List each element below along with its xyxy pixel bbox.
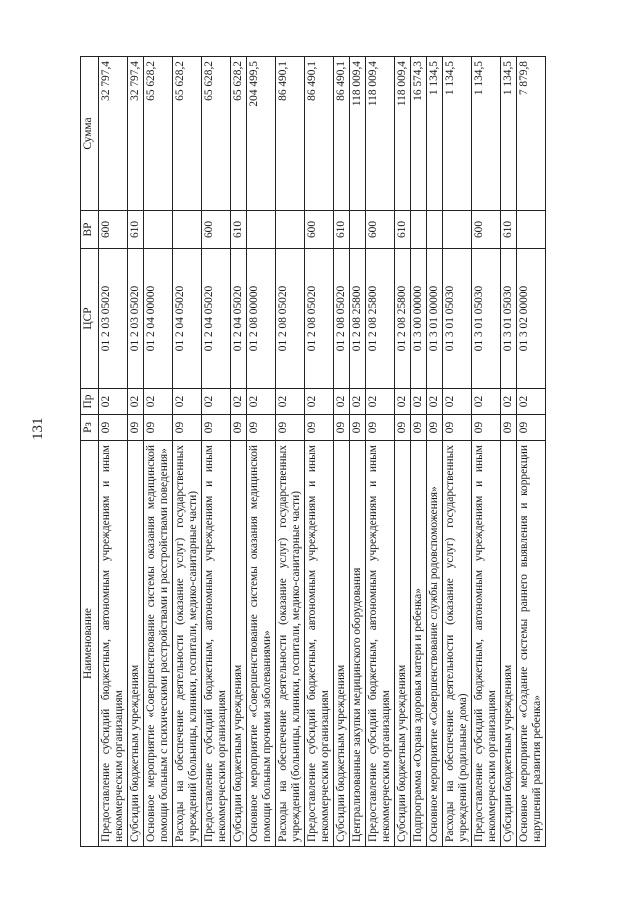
cell-sum: 86 490,1 — [334, 57, 350, 211]
cell-name: Расходы на обеспечение деятельности (оказание услуг) государственных учреждений (родильные дома) — [443, 441, 472, 847]
cell-pr: 02 — [443, 389, 472, 415]
cell-pr: 02 — [144, 389, 173, 415]
cell-rz: 09 — [411, 415, 427, 441]
cell-name: Субсидии бюджетным учреждениям — [128, 441, 144, 847]
cell-name: Предоставление субсидий бюджетным, автономным учреждениям и иным некоммерческим организациям — [305, 441, 334, 847]
cell-csr: 01 3 01 05030 — [472, 249, 501, 389]
table-row — [128, 57, 144, 847]
cell-rz: 09 — [472, 415, 501, 441]
cell-rz: 09 — [395, 415, 411, 441]
cell-pr: 02 — [395, 389, 411, 415]
table-row — [144, 57, 173, 847]
cell-sum: 1 134,5 — [443, 57, 472, 211]
cell-vr: 600 — [472, 211, 501, 249]
cell-vr — [247, 211, 276, 249]
budget-table — [80, 56, 546, 847]
cell-rz: 09 — [128, 415, 144, 441]
cell-csr: 01 2 04 05020 — [202, 249, 231, 389]
cell-name: Основное мероприятие «Совершенствование системы оказания медицинской помощи больным прочими заболеваниями» — [247, 441, 276, 847]
cell-sum: 1 134,5 — [472, 57, 501, 211]
cell-csr: 01 2 08 05020 — [276, 249, 305, 389]
cell-pr: 02 — [128, 389, 144, 415]
cell-csr: 01 3 01 05030 — [443, 249, 472, 389]
table-row — [427, 57, 443, 847]
cell-vr — [144, 211, 173, 249]
cell-sum: 65 628,2 — [202, 57, 231, 211]
cell-pr: 02 — [517, 389, 546, 415]
table-row — [202, 57, 231, 847]
table-row — [366, 57, 395, 847]
cell-name: Централизованные закупки медицинского оборудования — [350, 441, 366, 847]
table-row — [395, 57, 411, 847]
cell-sum: 86 490,1 — [305, 57, 334, 211]
cell-rz: 09 — [202, 415, 231, 441]
cell-name: Субсидии бюджетным учреждениям — [334, 441, 350, 847]
cell-vr — [517, 211, 546, 249]
cell-csr: 01 2 08 05020 — [334, 249, 350, 389]
table-header-row — [81, 57, 99, 847]
cell-pr: 02 — [202, 389, 231, 415]
cell-csr: 01 2 08 00000 — [247, 249, 276, 389]
cell-name: Субсидии бюджетным учреждениям — [501, 441, 517, 847]
cell-vr — [411, 211, 427, 249]
cell-vr: 610 — [231, 211, 247, 249]
cell-name: Предоставление субсидий бюджетным, автономным учреждениям и иным некоммерческим организациям — [472, 441, 501, 847]
cell-csr: 01 2 08 05020 — [305, 249, 334, 389]
cell-rz: 09 — [443, 415, 472, 441]
cell-vr — [350, 211, 366, 249]
header-rz: Рз — [81, 415, 99, 441]
cell-csr: 01 2 04 00000 — [144, 249, 173, 389]
table-row — [501, 57, 517, 847]
cell-rz: 09 — [276, 415, 305, 441]
cell-csr: 01 3 00 00000 — [411, 249, 427, 389]
cell-vr: 610 — [128, 211, 144, 249]
table-row — [472, 57, 501, 847]
cell-pr: 02 — [472, 389, 501, 415]
cell-rz: 09 — [144, 415, 173, 441]
table-row — [350, 57, 366, 847]
cell-pr: 02 — [247, 389, 276, 415]
cell-vr — [276, 211, 305, 249]
cell-rz: 09 — [305, 415, 334, 441]
cell-vr: 600 — [99, 211, 128, 249]
cell-rz: 09 — [517, 415, 546, 441]
cell-name: Расходы на обеспечение деятельности (оказание услуг) государственных учреждений (больницы, клиники, госпитали, медико-санитарные части) — [173, 441, 202, 847]
header-name: Наименование — [81, 441, 99, 847]
cell-rz: 09 — [501, 415, 517, 441]
cell-vr: 610 — [501, 211, 517, 249]
page-number: 131 — [30, 417, 46, 440]
cell-rz: 09 — [427, 415, 443, 441]
cell-rz: 09 — [231, 415, 247, 441]
cell-rz: 09 — [366, 415, 395, 441]
cell-csr: 01 2 03 05020 — [128, 249, 144, 389]
cell-vr: 600 — [366, 211, 395, 249]
cell-name: Основное мероприятие «Создание системы раннего выявления и коррекции нарушений развития ребенка» — [517, 441, 546, 847]
cell-sum: 7 879,8 — [517, 57, 546, 211]
table-row — [173, 57, 202, 847]
cell-csr: 01 3 01 05030 — [501, 249, 517, 389]
cell-pr: 02 — [334, 389, 350, 415]
table-body — [99, 57, 546, 847]
cell-vr: 610 — [395, 211, 411, 249]
cell-sum: 86 490,1 — [276, 57, 305, 211]
cell-vr: 600 — [305, 211, 334, 249]
cell-csr: 01 2 08 25800 — [395, 249, 411, 389]
cell-name: Основное мероприятие «Совершенствование службы родовспоможения» — [427, 441, 443, 847]
cell-sum: 32 797,4 — [99, 57, 128, 211]
cell-sum: 1 134,5 — [501, 57, 517, 211]
cell-pr: 02 — [173, 389, 202, 415]
rotated-table-wrapper — [80, 57, 550, 847]
cell-sum: 118 009,4 — [366, 57, 395, 211]
cell-name: Предоставление субсидий бюджетным, автономным учреждениям и иным некоммерческим организациям — [99, 441, 128, 847]
cell-rz: 09 — [247, 415, 276, 441]
cell-sum: 65 628,2 — [173, 57, 202, 211]
cell-pr: 02 — [427, 389, 443, 415]
cell-pr: 02 — [501, 389, 517, 415]
cell-csr: 01 3 01 00000 — [427, 249, 443, 389]
cell-csr: 01 2 08 25800 — [350, 249, 366, 389]
cell-name: Подпрограмма «Охрана здоровья матери и ребенка» — [411, 441, 427, 847]
cell-rz: 09 — [173, 415, 202, 441]
cell-name: Предоставление субсидий бюджетным, автономным учреждениям и иным некоммерческим организациям — [366, 441, 395, 847]
table-row — [411, 57, 427, 847]
cell-pr: 02 — [350, 389, 366, 415]
cell-sum: 204 499,5 — [247, 57, 276, 211]
cell-pr: 02 — [411, 389, 427, 415]
table-row — [517, 57, 546, 847]
cell-rz: 09 — [350, 415, 366, 441]
table-row — [99, 57, 128, 847]
cell-csr: 01 2 08 25800 — [366, 249, 395, 389]
table-row — [247, 57, 276, 847]
cell-pr: 02 — [276, 389, 305, 415]
cell-pr: 02 — [366, 389, 395, 415]
table-row — [305, 57, 334, 847]
cell-name: Основное мероприятие «Совершенствование системы оказания медицинской помощи больным с психическими расстройствами и расстройствами поведения» — [144, 441, 173, 847]
cell-name: Субсидии бюджетным учреждениям — [231, 441, 247, 847]
cell-vr — [173, 211, 202, 249]
cell-vr: 600 — [202, 211, 231, 249]
cell-sum: 118 009,4 — [395, 57, 411, 211]
cell-csr: 01 2 04 05020 — [231, 249, 247, 389]
header-csr: ЦСР — [81, 249, 99, 389]
cell-csr: 01 2 03 05020 — [99, 249, 128, 389]
cell-sum: 1 134,5 — [427, 57, 443, 211]
cell-name: Предоставление субсидий бюджетным, автономным учреждениям и иным некоммерческим организациям — [202, 441, 231, 847]
header-vr: ВР — [81, 211, 99, 249]
cell-sum: 32 797,4 — [128, 57, 144, 211]
cell-vr: 610 — [334, 211, 350, 249]
cell-csr: 01 3 02 00000 — [517, 249, 546, 389]
cell-pr: 02 — [305, 389, 334, 415]
cell-sum: 16 574,3 — [411, 57, 427, 211]
cell-sum: 65 628,2 — [144, 57, 173, 211]
cell-sum: 65 628,2 — [231, 57, 247, 211]
cell-csr: 01 2 04 05020 — [173, 249, 202, 389]
table-row — [334, 57, 350, 847]
cell-name: Расходы на обеспечение деятельности (оказание услуг) государственных учреждений (больницы, клиники, госпитали, медико-санитарные части) — [276, 441, 305, 847]
table-row — [276, 57, 305, 847]
cell-vr — [427, 211, 443, 249]
cell-pr: 02 — [231, 389, 247, 415]
cell-pr: 02 — [99, 389, 128, 415]
table-row — [443, 57, 472, 847]
header-pr: Пр — [81, 389, 99, 415]
table-row — [231, 57, 247, 847]
header-sum: Сумма — [81, 57, 99, 211]
cell-rz: 09 — [334, 415, 350, 441]
cell-name: Субсидии бюджетным учреждениям — [395, 441, 411, 847]
cell-vr — [443, 211, 472, 249]
cell-sum: 118 009,4 — [350, 57, 366, 211]
cell-rz: 09 — [99, 415, 128, 441]
